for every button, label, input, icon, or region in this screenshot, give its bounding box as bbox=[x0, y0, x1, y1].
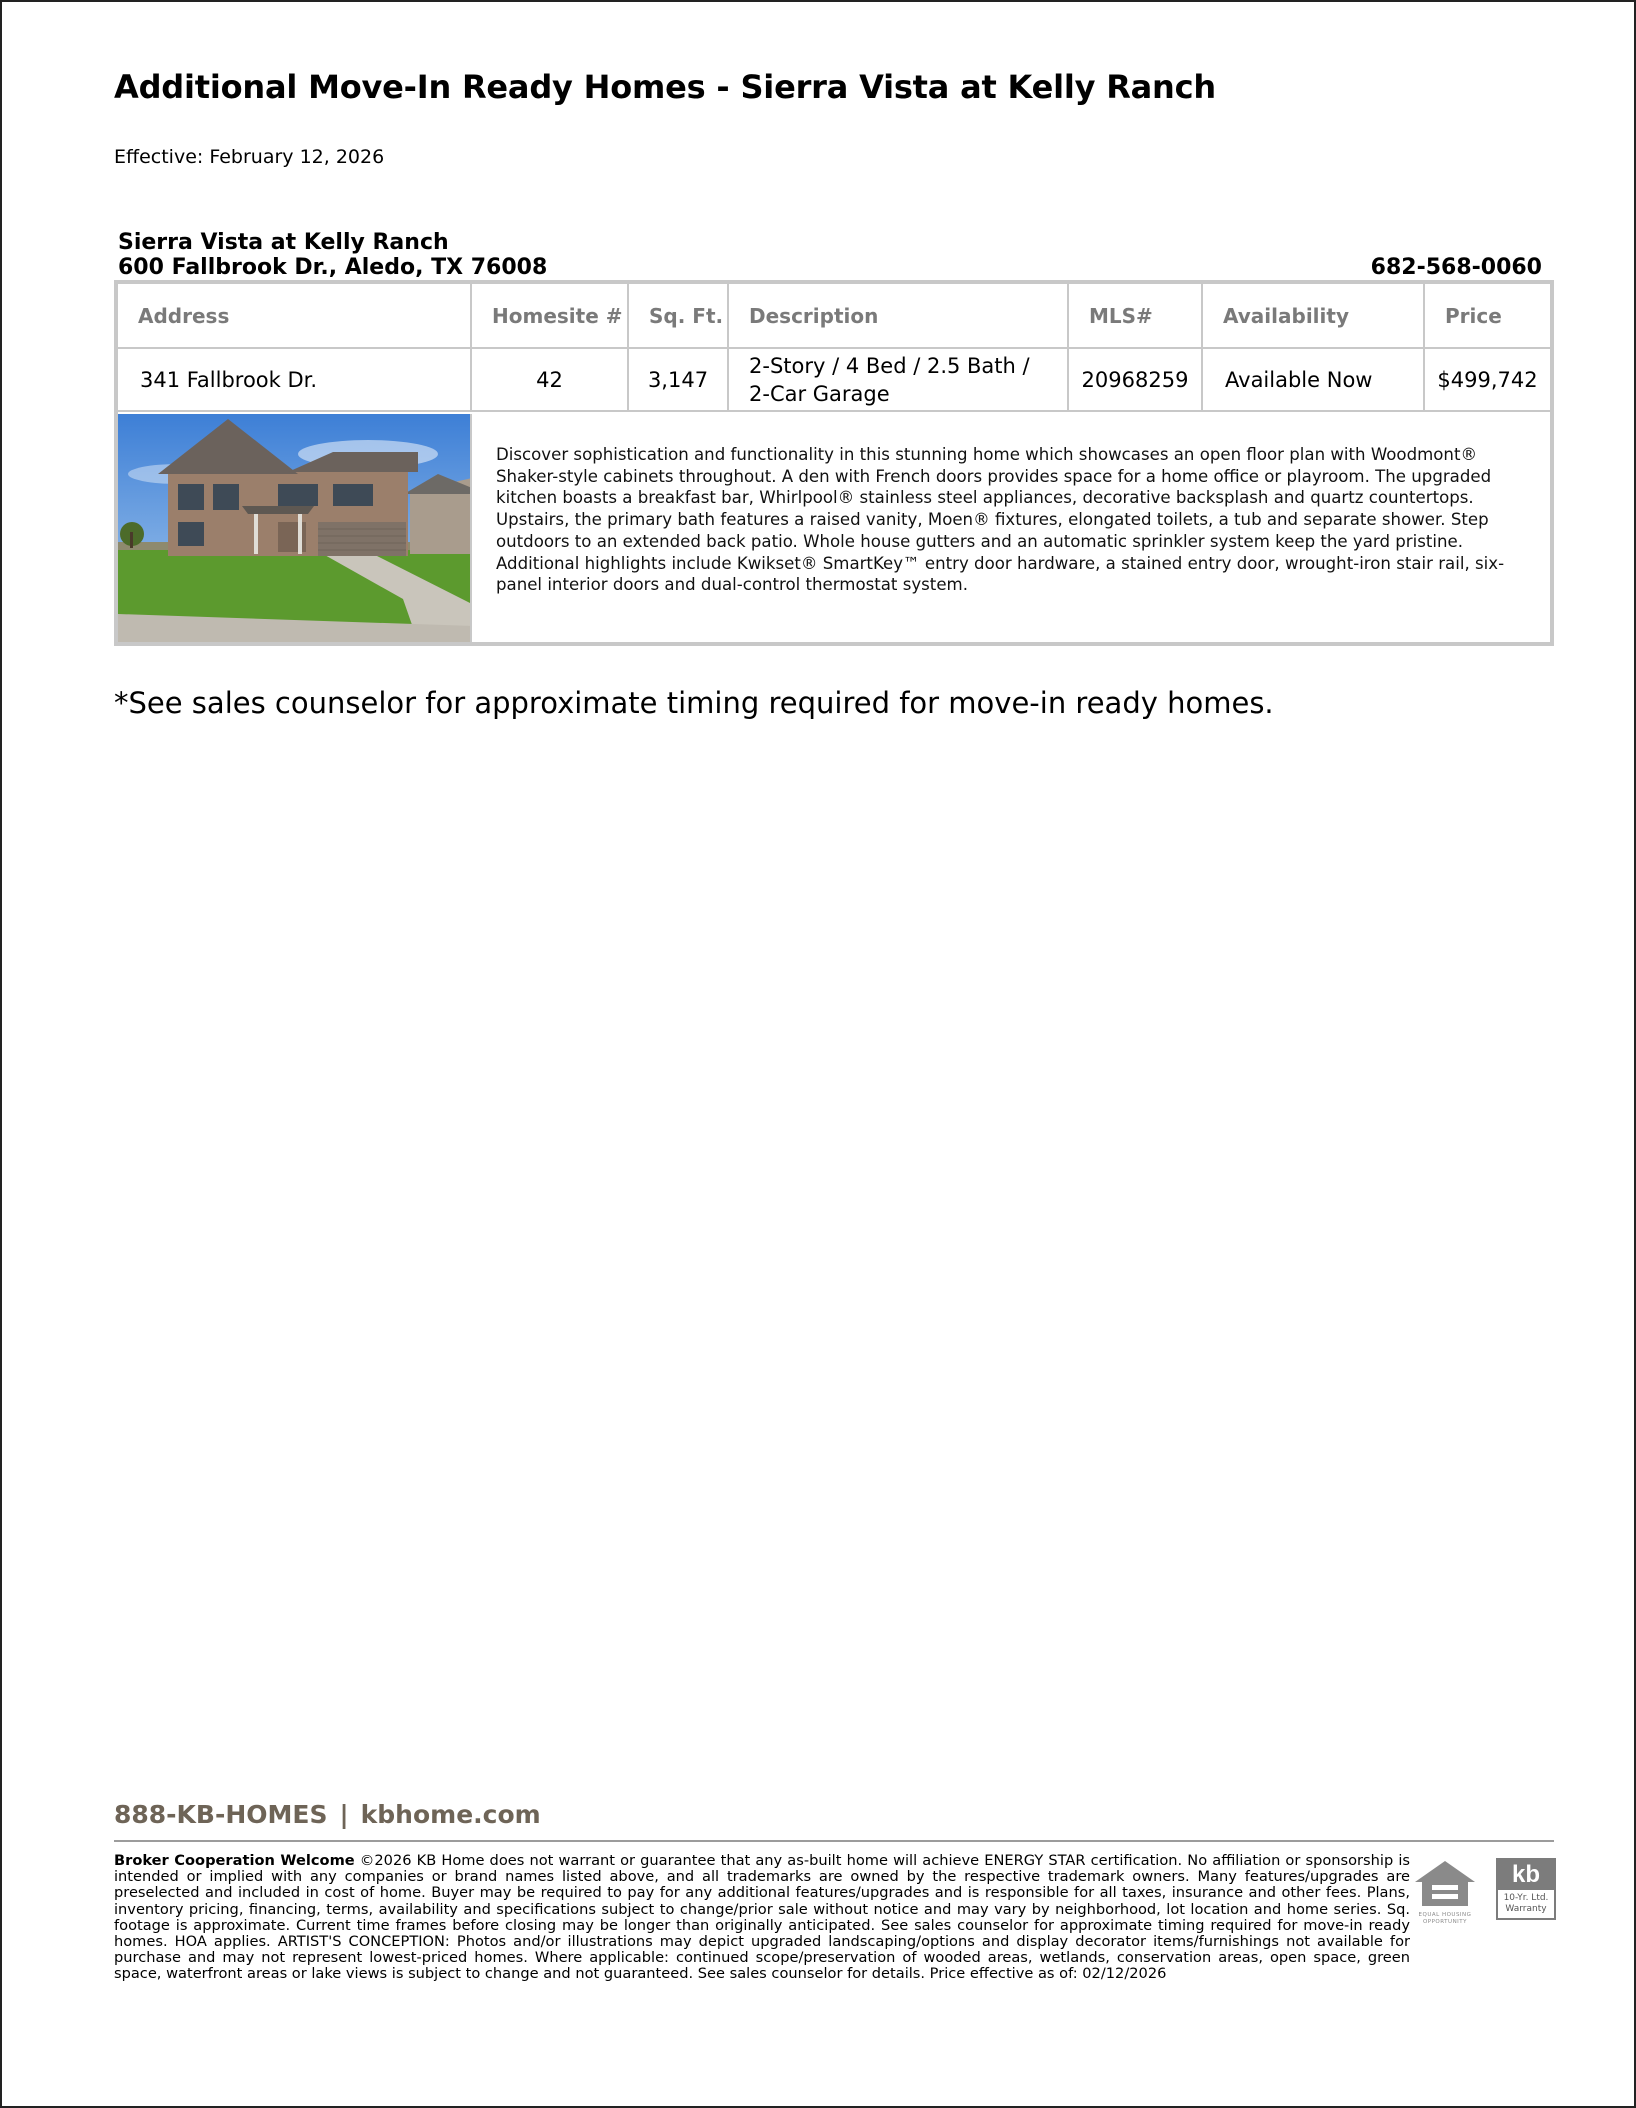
footer-website-link[interactable]: kbhome.com bbox=[360, 1800, 541, 1829]
cell-address: 341 Fallbrook Dr. bbox=[118, 349, 472, 410]
legal-text: ©2026 KB Home does not warrant or guarantee that any as-built home will achieve ENERGY STAR certification. No affiliation or sponsorship is intended or implied with any companies or brand names listed above, and all trademarks are owned by the respective trademark owners. Many features/upgrades are preselected and included in cost of home. Buyer may be required to pay for any additional features/upgrades and is responsible for all taxes, insurance and other fees. Plans, inventory pricing, financing, terms, availability and specifications subject to change/prior sale without notice and may vary by neighborhood, lot location and home series. Sq. footage is approximate. Current time frames before closing may be longer than originally anticipated. See sales counselor for approximate timing required for move-in ready homes. HOA applies. ARTIST'S CONCEPTION: Photos and/or illustrations may depict upgraded landscaping/options and display decorator items/furnishings not available for purchase and may not represent lowest-priced homes. Where applicable: continued scope/preservation of wooded areas, wetlands, conservation areas, open space, green space, waterfront areas or lake views is subject to change and not guaranteed. See sales counselor for details. Price effective as of: 02/12/2026 bbox=[114, 1852, 1410, 1983]
cell-mls: 20968259 bbox=[1069, 349, 1203, 410]
cell-homesite: 42 bbox=[472, 349, 629, 410]
kb-warranty-line-2: Warranty bbox=[1505, 1904, 1547, 1914]
cell-price: $499,742 bbox=[1437, 367, 1538, 392]
listing-table bbox=[114, 280, 1554, 646]
footer-separator: | bbox=[339, 1800, 349, 1829]
kb-warranty-line-1: 10-Yr. Ltd. bbox=[1503, 1893, 1549, 1903]
eho-label-1: EQUAL HOUSING bbox=[1418, 1912, 1472, 1918]
community-address: 600 Fallbrook Dr., Aledo, TX 76008 bbox=[118, 255, 548, 280]
header-availability: Availability bbox=[1203, 284, 1425, 347]
community-phone[interactable]: 682-568-0060 bbox=[1370, 255, 1542, 280]
timing-note: *See sales counselor for approximate timing required for move-in ready homes. bbox=[114, 686, 1274, 720]
footer-phone[interactable]: 888-KB-HOMES bbox=[114, 1800, 328, 1829]
cell-description: 2-Story / 4 Bed / 2.5 Bath / 2-Car Garage bbox=[729, 349, 1069, 410]
header-mls: MLS# bbox=[1069, 284, 1203, 347]
page-title: Additional Move-In Ready Homes - Sierra Vista at Kelly Ranch bbox=[114, 68, 1216, 106]
home-description: Discover sophistication and functionality in this stunning home which showcases an open floor plan with Woodmont® Shaker-style cabinets throughout. A den with French doors provides space for a home office or playroom. The upgraded kitchen boasts a breakfast bar, Whirlpool® stainless steel appliances, decorative backsplash and quartz countertops. Upstairs, the primary bath features a raised vanity, Moen® fixtures, elongated toilets, a tub and separate shower. Step outdoors to an extended back patio. Whole house gutters and an automatic sprinkler system keep the yard pristine. Additional highlights include Kwikset® SmartKey™ entry door hardware, a stained entry door, wrought-iron stair rail, six-panel interior doors and dual-control thermostat system. bbox=[496, 445, 1505, 595]
table-row bbox=[118, 349, 1550, 412]
header-description: Description bbox=[729, 284, 1069, 347]
effective-date: Effective: February 12, 2026 bbox=[114, 146, 385, 168]
header-sqft: Sq. Ft. bbox=[629, 284, 729, 347]
kb-warranty-text bbox=[1498, 1890, 1554, 1915]
footer-contact bbox=[114, 1800, 541, 1829]
legal-bold: Broker Cooperation Welcome bbox=[114, 1852, 355, 1869]
legal-disclaimer bbox=[114, 1853, 1410, 1983]
cell-availability: Available Now bbox=[1203, 349, 1425, 410]
header-price: Price bbox=[1445, 303, 1502, 328]
house-photo-icon bbox=[118, 414, 472, 642]
table-header bbox=[118, 284, 1550, 349]
equal-housing-icon bbox=[1412, 1858, 1478, 1908]
header-homesite: Homesite # bbox=[472, 284, 629, 347]
kb-logo: kb bbox=[1498, 1860, 1554, 1890]
eho-label-2: OPPORTUNITY bbox=[1422, 1918, 1468, 1925]
house-photo bbox=[118, 414, 472, 642]
header-address: Address bbox=[118, 284, 472, 347]
equal-housing-logo bbox=[1412, 1858, 1478, 1925]
kb-warranty-badge bbox=[1496, 1858, 1556, 1920]
footer-divider bbox=[114, 1840, 1554, 1842]
cell-sqft: 3,147 bbox=[629, 349, 729, 410]
community-name: Sierra Vista at Kelly Ranch bbox=[118, 230, 449, 255]
